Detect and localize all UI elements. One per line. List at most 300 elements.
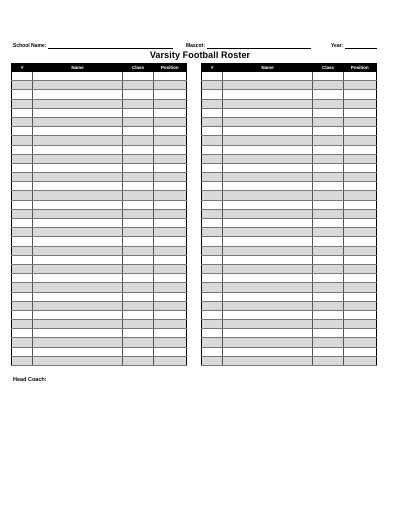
number-cell[interactable]: [12, 219, 33, 228]
class-cell[interactable]: [313, 90, 344, 99]
position-cell[interactable]: [344, 108, 377, 117]
class-cell[interactable]: [123, 246, 154, 255]
name-cell[interactable]: [223, 237, 313, 246]
class-cell[interactable]: [313, 228, 344, 237]
number-cell[interactable]: [12, 191, 33, 200]
number-cell[interactable]: [12, 182, 33, 191]
position-cell[interactable]: [344, 264, 377, 273]
name-cell[interactable]: [33, 127, 123, 136]
number-cell[interactable]: [12, 173, 33, 182]
number-cell[interactable]: [202, 72, 223, 81]
number-cell[interactable]: [12, 228, 33, 237]
position-cell[interactable]: [344, 209, 377, 218]
class-cell[interactable]: [123, 173, 154, 182]
table-row: [202, 246, 377, 255]
name-cell[interactable]: [223, 320, 313, 329]
name-cell[interactable]: [33, 182, 123, 191]
position-cell[interactable]: [344, 191, 377, 200]
name-cell[interactable]: [223, 246, 313, 255]
position-cell[interactable]: [154, 246, 187, 255]
column-header-number: #: [202, 64, 223, 73]
class-cell[interactable]: [313, 200, 344, 209]
class-cell[interactable]: [123, 108, 154, 117]
class-cell[interactable]: [123, 310, 154, 319]
table-row: [202, 72, 377, 81]
mascot-line[interactable]: [207, 42, 311, 49]
position-cell[interactable]: [154, 209, 187, 218]
number-cell[interactable]: [12, 99, 33, 108]
name-cell[interactable]: [223, 191, 313, 200]
name-cell[interactable]: [223, 154, 313, 163]
number-cell[interactable]: [12, 145, 33, 154]
position-cell[interactable]: [154, 329, 187, 338]
name-cell[interactable]: [223, 274, 313, 283]
position-cell[interactable]: [154, 154, 187, 163]
name-cell[interactable]: [223, 173, 313, 182]
number-cell[interactable]: [12, 163, 33, 172]
number-cell[interactable]: [202, 310, 223, 319]
name-cell[interactable]: [33, 117, 123, 126]
class-cell[interactable]: [123, 301, 154, 310]
number-cell[interactable]: [12, 154, 33, 163]
position-cell[interactable]: [154, 108, 187, 117]
position-cell[interactable]: [344, 99, 377, 108]
number-cell[interactable]: [12, 90, 33, 99]
name-cell[interactable]: [223, 209, 313, 218]
position-cell[interactable]: [344, 72, 377, 81]
position-cell[interactable]: [344, 274, 377, 283]
number-cell[interactable]: [202, 99, 223, 108]
position-cell[interactable]: [154, 310, 187, 319]
name-cell[interactable]: [223, 99, 313, 108]
class-cell[interactable]: [123, 182, 154, 191]
position-cell[interactable]: [154, 228, 187, 237]
number-cell[interactable]: [12, 209, 33, 218]
number-cell[interactable]: [202, 264, 223, 273]
number-cell[interactable]: [202, 338, 223, 347]
position-cell[interactable]: [154, 255, 187, 264]
position-cell[interactable]: [344, 81, 377, 90]
year-label: Year:: [331, 43, 344, 49]
name-cell[interactable]: [33, 90, 123, 99]
number-cell[interactable]: [202, 127, 223, 136]
class-cell[interactable]: [123, 145, 154, 154]
class-cell[interactable]: [313, 99, 344, 108]
name-cell[interactable]: [33, 356, 123, 365]
number-cell[interactable]: [12, 127, 33, 136]
position-cell[interactable]: [344, 200, 377, 209]
name-cell[interactable]: [33, 173, 123, 182]
class-cell[interactable]: [123, 219, 154, 228]
name-cell[interactable]: [33, 163, 123, 172]
position-cell[interactable]: [154, 173, 187, 182]
table-row: [12, 347, 187, 356]
class-cell[interactable]: [313, 182, 344, 191]
position-cell[interactable]: [154, 182, 187, 191]
name-cell[interactable]: [33, 338, 123, 347]
name-cell[interactable]: [223, 219, 313, 228]
table-row: [202, 154, 377, 163]
position-cell[interactable]: [344, 292, 377, 301]
class-cell[interactable]: [123, 90, 154, 99]
name-cell[interactable]: [223, 347, 313, 356]
name-cell[interactable]: [223, 72, 313, 81]
position-cell[interactable]: [344, 310, 377, 319]
class-cell[interactable]: [313, 292, 344, 301]
number-cell[interactable]: [12, 72, 33, 81]
class-cell[interactable]: [313, 173, 344, 182]
name-cell[interactable]: [223, 117, 313, 126]
position-cell[interactable]: [344, 136, 377, 145]
name-cell[interactable]: [223, 81, 313, 90]
position-cell[interactable]: [154, 283, 187, 292]
table-row: [12, 264, 187, 273]
number-cell[interactable]: [12, 338, 33, 347]
position-cell[interactable]: [154, 347, 187, 356]
table-row: [202, 228, 377, 237]
table-row: [12, 72, 187, 81]
table-row: [202, 338, 377, 347]
name-cell[interactable]: [33, 292, 123, 301]
number-cell[interactable]: [12, 237, 33, 246]
name-cell[interactable]: [33, 264, 123, 273]
number-cell[interactable]: [12, 283, 33, 292]
table-row: [202, 90, 377, 99]
table-row: [202, 237, 377, 246]
name-cell[interactable]: [33, 81, 123, 90]
name-cell[interactable]: [223, 329, 313, 338]
class-cell[interactable]: [123, 154, 154, 163]
position-cell[interactable]: [344, 329, 377, 338]
position-cell[interactable]: [154, 274, 187, 283]
class-cell[interactable]: [123, 255, 154, 264]
number-cell[interactable]: [202, 81, 223, 90]
number-cell[interactable]: [12, 301, 33, 310]
class-cell[interactable]: [313, 356, 344, 365]
position-cell[interactable]: [154, 117, 187, 126]
position-cell[interactable]: [154, 292, 187, 301]
number-cell[interactable]: [202, 255, 223, 264]
class-cell[interactable]: [313, 338, 344, 347]
class-cell[interactable]: [123, 127, 154, 136]
position-cell[interactable]: [154, 356, 187, 365]
position-cell[interactable]: [344, 347, 377, 356]
table-row: [12, 117, 187, 126]
class-cell[interactable]: [123, 356, 154, 365]
school-name-line[interactable]: [48, 42, 173, 49]
number-cell[interactable]: [202, 356, 223, 365]
class-cell[interactable]: [313, 329, 344, 338]
number-cell[interactable]: [12, 200, 33, 209]
number-cell[interactable]: [12, 320, 33, 329]
name-cell[interactable]: [33, 237, 123, 246]
number-cell[interactable]: [202, 200, 223, 209]
position-cell[interactable]: [154, 301, 187, 310]
position-cell[interactable]: [154, 136, 187, 145]
position-cell[interactable]: [344, 90, 377, 99]
number-cell[interactable]: [202, 173, 223, 182]
class-cell[interactable]: [123, 228, 154, 237]
class-cell[interactable]: [313, 310, 344, 319]
name-cell[interactable]: [223, 200, 313, 209]
table-row: [202, 219, 377, 228]
name-cell[interactable]: [223, 292, 313, 301]
number-cell[interactable]: [202, 228, 223, 237]
name-cell[interactable]: [33, 246, 123, 255]
position-cell[interactable]: [154, 163, 187, 172]
name-cell[interactable]: [33, 200, 123, 209]
position-cell[interactable]: [154, 145, 187, 154]
position-cell[interactable]: [154, 237, 187, 246]
column-header-name: Name: [33, 64, 123, 73]
number-cell[interactable]: [202, 301, 223, 310]
number-cell[interactable]: [12, 108, 33, 117]
number-cell[interactable]: [12, 117, 33, 126]
position-cell[interactable]: [344, 255, 377, 264]
name-cell[interactable]: [223, 283, 313, 292]
table-row: [202, 99, 377, 108]
class-cell[interactable]: [123, 264, 154, 273]
name-cell[interactable]: [223, 356, 313, 365]
position-cell[interactable]: [154, 264, 187, 273]
number-cell[interactable]: [12, 81, 33, 90]
class-cell[interactable]: [123, 99, 154, 108]
name-cell[interactable]: [33, 329, 123, 338]
number-cell[interactable]: [202, 237, 223, 246]
position-cell[interactable]: [344, 237, 377, 246]
class-cell[interactable]: [313, 72, 344, 81]
name-cell[interactable]: [33, 228, 123, 237]
number-cell[interactable]: [202, 209, 223, 218]
name-cell[interactable]: [223, 310, 313, 319]
class-cell[interactable]: [123, 200, 154, 209]
position-cell[interactable]: [344, 246, 377, 255]
number-cell[interactable]: [202, 136, 223, 145]
head-coach-label: Head Coach:: [13, 377, 47, 383]
class-cell[interactable]: [313, 347, 344, 356]
position-cell[interactable]: [154, 191, 187, 200]
table-row: [12, 99, 187, 108]
mascot-field[interactable]: [186, 41, 311, 49]
class-cell[interactable]: [313, 163, 344, 172]
class-cell[interactable]: [123, 320, 154, 329]
table-row: [12, 338, 187, 347]
name-cell[interactable]: [33, 347, 123, 356]
name-cell[interactable]: [33, 274, 123, 283]
position-cell[interactable]: [154, 72, 187, 81]
name-cell[interactable]: [223, 301, 313, 310]
position-cell[interactable]: [344, 154, 377, 163]
class-cell[interactable]: [123, 163, 154, 172]
name-cell[interactable]: [33, 320, 123, 329]
number-cell[interactable]: [202, 108, 223, 117]
position-cell[interactable]: [154, 81, 187, 90]
position-cell[interactable]: [344, 356, 377, 365]
position-cell[interactable]: [344, 301, 377, 310]
number-cell[interactable]: [12, 136, 33, 145]
number-cell[interactable]: [202, 347, 223, 356]
table-row: [202, 356, 377, 365]
position-cell[interactable]: [344, 320, 377, 329]
table-row: [12, 163, 187, 172]
table-row: [12, 237, 187, 246]
name-cell[interactable]: [223, 163, 313, 172]
class-cell[interactable]: [123, 338, 154, 347]
name-cell[interactable]: [33, 154, 123, 163]
position-cell[interactable]: [344, 127, 377, 136]
number-cell[interactable]: [202, 154, 223, 163]
number-cell[interactable]: [202, 292, 223, 301]
name-cell[interactable]: [223, 145, 313, 154]
number-cell[interactable]: [202, 283, 223, 292]
class-cell[interactable]: [313, 255, 344, 264]
position-cell[interactable]: [344, 228, 377, 237]
table-row: [12, 356, 187, 365]
number-cell[interactable]: [12, 246, 33, 255]
number-cell[interactable]: [12, 292, 33, 301]
year-field[interactable]: [331, 41, 377, 49]
class-cell[interactable]: [313, 127, 344, 136]
position-cell[interactable]: [154, 90, 187, 99]
class-cell[interactable]: [313, 264, 344, 273]
class-cell[interactable]: [313, 320, 344, 329]
position-cell[interactable]: [154, 127, 187, 136]
position-cell[interactable]: [344, 163, 377, 172]
name-cell[interactable]: [33, 108, 123, 117]
class-cell[interactable]: [313, 81, 344, 90]
name-cell[interactable]: [33, 72, 123, 81]
table-row: [202, 191, 377, 200]
class-cell[interactable]: [313, 274, 344, 283]
class-cell[interactable]: [313, 136, 344, 145]
class-cell[interactable]: [123, 347, 154, 356]
position-cell[interactable]: [154, 200, 187, 209]
class-cell[interactable]: [123, 191, 154, 200]
position-cell[interactable]: [344, 145, 377, 154]
name-cell[interactable]: [33, 136, 123, 145]
class-cell[interactable]: [123, 274, 154, 283]
number-cell[interactable]: [12, 356, 33, 365]
class-cell[interactable]: [313, 209, 344, 218]
name-cell[interactable]: [223, 264, 313, 273]
class-cell[interactable]: [313, 301, 344, 310]
name-cell[interactable]: [33, 191, 123, 200]
number-cell[interactable]: [202, 117, 223, 126]
page-title: Varsity Football Roster: [149, 50, 251, 60]
table-row: [12, 108, 187, 117]
number-cell[interactable]: [202, 90, 223, 99]
number-cell[interactable]: [202, 246, 223, 255]
position-cell[interactable]: [344, 283, 377, 292]
table-row: [202, 283, 377, 292]
number-cell[interactable]: [12, 255, 33, 264]
number-cell[interactable]: [12, 274, 33, 283]
class-cell[interactable]: [123, 81, 154, 90]
name-cell[interactable]: [223, 136, 313, 145]
number-cell[interactable]: [202, 145, 223, 154]
table-row: [12, 292, 187, 301]
position-cell[interactable]: [154, 219, 187, 228]
number-cell[interactable]: [202, 320, 223, 329]
class-cell[interactable]: [123, 292, 154, 301]
name-cell[interactable]: [223, 108, 313, 117]
number-cell[interactable]: [12, 264, 33, 273]
number-cell[interactable]: [202, 163, 223, 172]
class-cell[interactable]: [123, 117, 154, 126]
class-cell[interactable]: [313, 154, 344, 163]
position-cell[interactable]: [344, 173, 377, 182]
class-cell[interactable]: [123, 72, 154, 81]
class-cell[interactable]: [313, 191, 344, 200]
class-cell[interactable]: [313, 117, 344, 126]
table-row: [12, 329, 187, 338]
name-cell[interactable]: [33, 219, 123, 228]
column-header-class: Class: [123, 64, 154, 73]
number-cell[interactable]: [202, 182, 223, 191]
year-line[interactable]: [345, 42, 377, 49]
name-cell[interactable]: [33, 145, 123, 154]
class-cell[interactable]: [313, 145, 344, 154]
name-cell[interactable]: [223, 228, 313, 237]
number-cell[interactable]: [12, 329, 33, 338]
number-cell[interactable]: [202, 219, 223, 228]
class-cell[interactable]: [313, 283, 344, 292]
position-cell[interactable]: [344, 338, 377, 347]
class-cell[interactable]: [123, 209, 154, 218]
table-row: [202, 320, 377, 329]
position-cell[interactable]: [154, 338, 187, 347]
table-row: [12, 182, 187, 191]
class-cell[interactable]: [313, 219, 344, 228]
number-cell[interactable]: [12, 310, 33, 319]
school-name-field[interactable]: [13, 41, 173, 49]
name-cell[interactable]: [223, 127, 313, 136]
class-cell[interactable]: [123, 329, 154, 338]
table-row: [202, 200, 377, 209]
class-cell[interactable]: [313, 108, 344, 117]
name-cell[interactable]: [33, 283, 123, 292]
name-cell[interactable]: [223, 182, 313, 191]
position-cell[interactable]: [344, 219, 377, 228]
name-cell[interactable]: [33, 255, 123, 264]
position-cell[interactable]: [154, 320, 187, 329]
number-cell[interactable]: [202, 329, 223, 338]
name-cell[interactable]: [223, 90, 313, 99]
name-cell[interactable]: [33, 301, 123, 310]
table-row: [202, 163, 377, 172]
name-cell[interactable]: [33, 209, 123, 218]
table-row: [202, 81, 377, 90]
table-row: [202, 301, 377, 310]
position-cell[interactable]: [344, 117, 377, 126]
name-cell[interactable]: [33, 310, 123, 319]
position-cell[interactable]: [344, 182, 377, 191]
number-cell[interactable]: [202, 191, 223, 200]
name-cell[interactable]: [33, 99, 123, 108]
table-row: [12, 173, 187, 182]
class-cell[interactable]: [313, 237, 344, 246]
name-cell[interactable]: [223, 255, 313, 264]
class-cell[interactable]: [123, 283, 154, 292]
number-cell[interactable]: [12, 347, 33, 356]
class-cell[interactable]: [123, 136, 154, 145]
class-cell[interactable]: [123, 237, 154, 246]
number-cell[interactable]: [202, 274, 223, 283]
position-cell[interactable]: [154, 99, 187, 108]
class-cell[interactable]: [313, 246, 344, 255]
name-cell[interactable]: [223, 338, 313, 347]
table-row: [12, 283, 187, 292]
